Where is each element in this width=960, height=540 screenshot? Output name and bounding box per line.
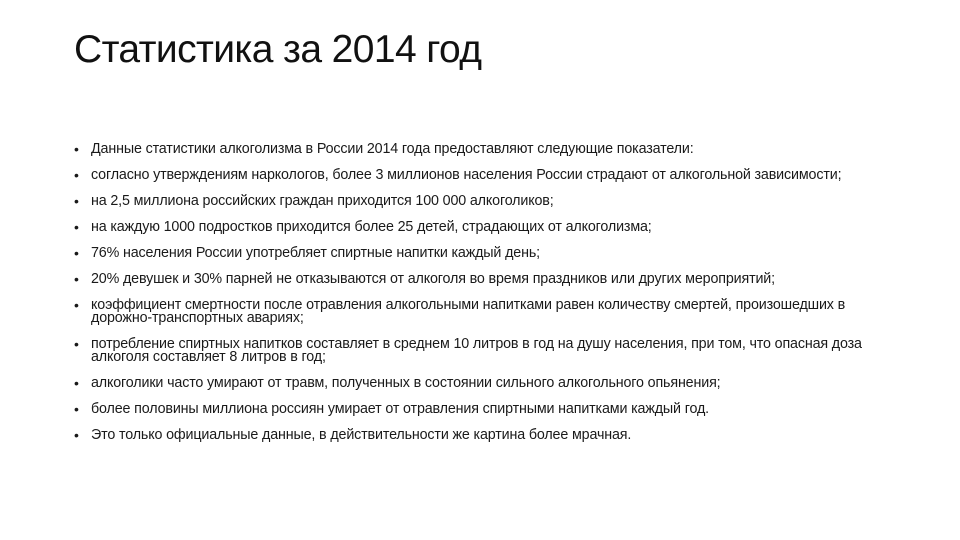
bullet-item <box>74 299 874 325</box>
bullet-item <box>74 195 874 208</box>
bullet-icon: • <box>74 193 79 209</box>
bullet-icon: • <box>74 245 79 261</box>
bullet-item <box>74 273 874 286</box>
bullet-icon: • <box>74 297 79 313</box>
bullet-text: согласно утверждениям наркологов, более 3 миллионов населения России страдают от алкогольной зависимости; <box>91 167 842 183</box>
bullet-icon: • <box>74 336 79 352</box>
bullet-text: потребление спиртных напитков составляет в среднем 10 литров в год на душу населения, при том, что опасная доза алкоголя составляет 8 литров в год; <box>91 336 862 365</box>
bullet-item <box>74 429 874 442</box>
bullet-icon: • <box>74 167 79 183</box>
bullet-item <box>74 221 874 234</box>
bullet-icon: • <box>74 141 79 157</box>
bullet-text: на каждую 1000 подростков приходится более 25 детей, страдающих от алкоголизма; <box>91 219 652 235</box>
bullet-icon: • <box>74 271 79 287</box>
bullet-text: коэффициент смертности после отравления алкогольными напитками равен количеству смертей, произошедших в дорожно-транспортных авариях; <box>91 297 846 326</box>
bullet-text: 76% населения России употребляет спиртные напитки каждый день; <box>91 245 540 261</box>
bullet-item <box>74 143 874 156</box>
bullet-text: на 2,5 миллиона российских граждан приходится 100 000 алкоголиков; <box>91 193 554 209</box>
slide-title: Статистика за 2014 год <box>74 28 482 71</box>
bullet-text: Это только официальные данные, в действительности же картина более мрачная. <box>91 427 632 443</box>
bullet-icon: • <box>74 219 79 235</box>
bullet-item <box>74 338 874 364</box>
bullet-icon: • <box>74 427 79 443</box>
bullet-text: Данные статистики алкоголизма в России 2014 года предоставляют следующие показатели: <box>91 141 694 157</box>
bullet-item <box>74 169 874 182</box>
bullet-text: более половины миллиона россиян умирает от отравления спиртными напитками каждый год. <box>91 401 709 417</box>
bullet-item <box>74 247 874 260</box>
bullet-text: алкоголики часто умирают от травм, полученных в состоянии сильного алкогольного опьянения; <box>91 375 721 391</box>
bullet-icon: • <box>74 401 79 417</box>
bullet-item <box>74 377 874 390</box>
bullet-item <box>74 403 874 416</box>
bullet-list <box>74 143 874 455</box>
bullet-icon: • <box>74 375 79 391</box>
bullet-text: 20% девушек и 30% парней не отказываются от алкоголя во время праздников или других мероприятий; <box>91 271 775 287</box>
